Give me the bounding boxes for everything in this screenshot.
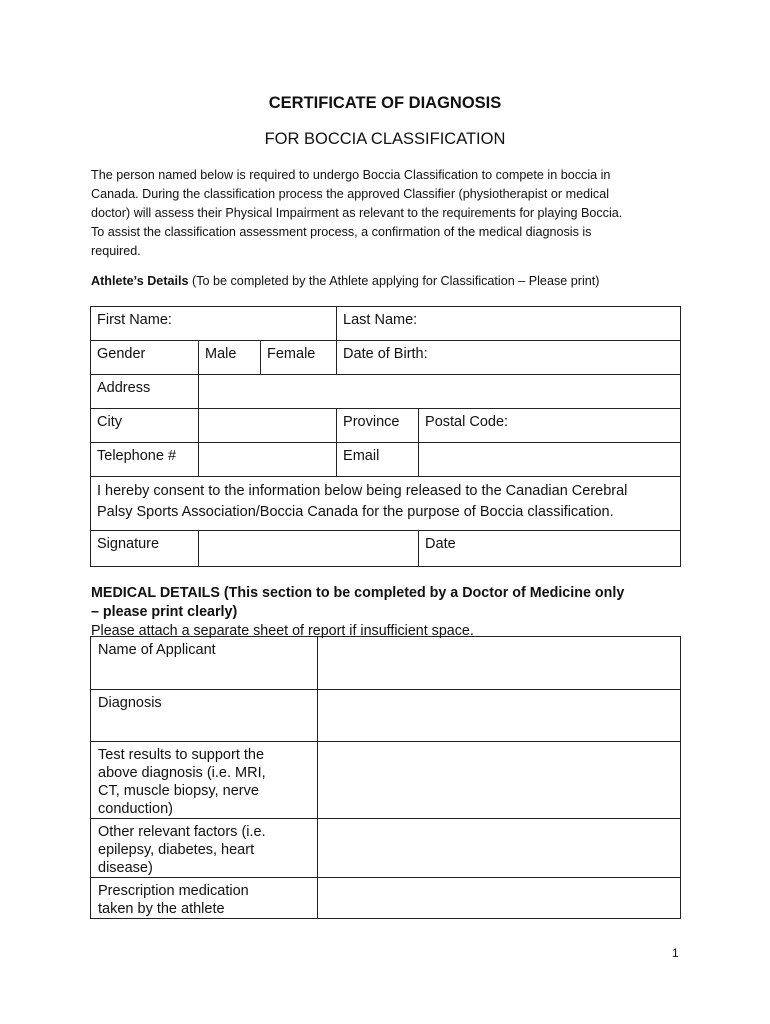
city-field[interactable]	[199, 409, 337, 443]
intro-line: Canada. During the classification process the approved Classifier (physiotherapist or medical	[91, 187, 609, 201]
label-line: Test results to support the	[98, 747, 265, 763]
email-field[interactable]	[419, 443, 681, 477]
address-cell	[91, 375, 199, 409]
prescription-field[interactable]	[318, 878, 681, 919]
first-name-label: First Name:	[97, 312, 172, 328]
female-label: Female	[267, 346, 316, 362]
athlete-details-heading-note: (To be completed by the Athlete applying for Classification – Please print)	[188, 274, 600, 288]
table-row	[91, 443, 681, 477]
label-line: taken by the athlete	[98, 901, 225, 917]
table-row	[91, 375, 681, 409]
table-row	[91, 637, 681, 690]
intro-paragraph	[91, 166, 691, 261]
page-number: 1	[672, 946, 679, 960]
city-label: City	[97, 414, 122, 430]
table-row	[91, 531, 681, 567]
document-subtitle: FOR BOCCIA CLASSIFICATION	[264, 130, 506, 148]
signature-label: Signature	[97, 536, 160, 552]
medical-heading-line	[91, 584, 624, 603]
medical-heading-bold: – please print clearly)	[91, 604, 238, 620]
intro-line: The person named below is required to undergo Boccia Classification to compete in boccia in	[91, 168, 611, 182]
table-row	[91, 878, 681, 919]
medical-details-table	[90, 636, 681, 919]
athlete-details-heading-bold: Athlete’s Details	[91, 274, 189, 288]
telephone-field[interactable]	[199, 443, 337, 477]
address-field[interactable]	[199, 375, 681, 409]
postal-code-label: Postal Code:	[425, 414, 509, 430]
intro-line: doctor) will assess their Physical Impairment as relevant to the requirements for playing Boccia.	[91, 206, 623, 220]
label-line: disease)	[98, 860, 153, 876]
label-line: CT, muscle biopsy, nerve	[98, 783, 259, 799]
table-row	[91, 409, 681, 443]
name-of-applicant-cell	[91, 637, 318, 690]
last-name-field[interactable]	[337, 307, 681, 341]
athlete-details-heading	[91, 274, 599, 288]
prescription-label	[91, 878, 317, 918]
date-of-birth-field[interactable]	[337, 341, 681, 375]
prescription-cell	[91, 878, 318, 919]
test-results-cell	[91, 742, 318, 819]
test-results-field[interactable]	[318, 742, 681, 819]
medical-heading-bold: MEDICAL DETAILS (This section to be completed by a Doctor of Medicine only	[91, 585, 625, 601]
label-line: above diagnosis (i.e. MRI,	[98, 765, 266, 781]
name-of-applicant-label: Name of Applicant	[98, 642, 216, 658]
table-row	[91, 819, 681, 878]
date-label: Date	[425, 536, 456, 552]
test-results-label	[91, 742, 317, 818]
table-row	[91, 477, 681, 531]
medical-heading-note: Please attach a separate sheet of report if insufficient space.	[91, 623, 474, 639]
diagnosis-cell	[91, 690, 318, 742]
signature-cell	[91, 531, 199, 567]
other-factors-label	[91, 819, 317, 877]
email-cell	[337, 443, 419, 477]
male-label: Male	[205, 346, 237, 362]
medical-details-heading	[91, 584, 624, 641]
table-row	[91, 307, 681, 341]
telephone-label: Telephone #	[97, 448, 177, 464]
gender-label: Gender	[97, 346, 146, 362]
label-line: Other relevant factors (i.e.	[98, 824, 266, 840]
province-label: Province	[343, 414, 400, 430]
female-option[interactable]	[261, 341, 337, 375]
date-of-birth-label: Date of Birth:	[343, 346, 428, 362]
date-field[interactable]	[419, 531, 681, 567]
email-label: Email	[343, 448, 380, 464]
consent-line: I hereby consent to the information below being released to the Canadian Cerebral	[97, 483, 628, 499]
table-row	[91, 690, 681, 742]
other-factors-cell	[91, 819, 318, 878]
postal-code-field[interactable]	[419, 409, 681, 443]
consent-line: Palsy Sports Association/Boccia Canada for the purpose of Boccia classification.	[97, 503, 614, 520]
diagnosis-label: Diagnosis	[98, 695, 162, 711]
male-option[interactable]	[199, 341, 261, 375]
consent-statement	[91, 477, 681, 531]
intro-line: required.	[91, 244, 141, 258]
athlete-details-table	[90, 306, 681, 567]
label-line: epilepsy, diabetes, heart	[98, 842, 255, 858]
last-name-label: Last Name:	[343, 312, 418, 328]
table-row	[91, 742, 681, 819]
city-cell	[91, 409, 199, 443]
other-factors-field[interactable]	[318, 819, 681, 878]
address-label: Address	[97, 380, 151, 396]
gender-cell	[91, 341, 199, 375]
signature-field[interactable]	[199, 531, 419, 567]
name-of-applicant-field[interactable]	[318, 637, 681, 690]
diagnosis-field[interactable]	[318, 690, 681, 742]
label-line: Prescription medication	[98, 883, 249, 899]
document-title: CERTIFICATE OF DIAGNOSIS	[268, 94, 502, 112]
intro-line: To assist the classification assessment process, a confirmation of the medical diagnosis is	[91, 225, 592, 239]
telephone-cell	[91, 443, 199, 477]
first-name-field[interactable]	[91, 307, 337, 341]
label-line: conduction)	[98, 801, 173, 817]
province-field[interactable]	[337, 409, 419, 443]
table-row	[91, 341, 681, 375]
